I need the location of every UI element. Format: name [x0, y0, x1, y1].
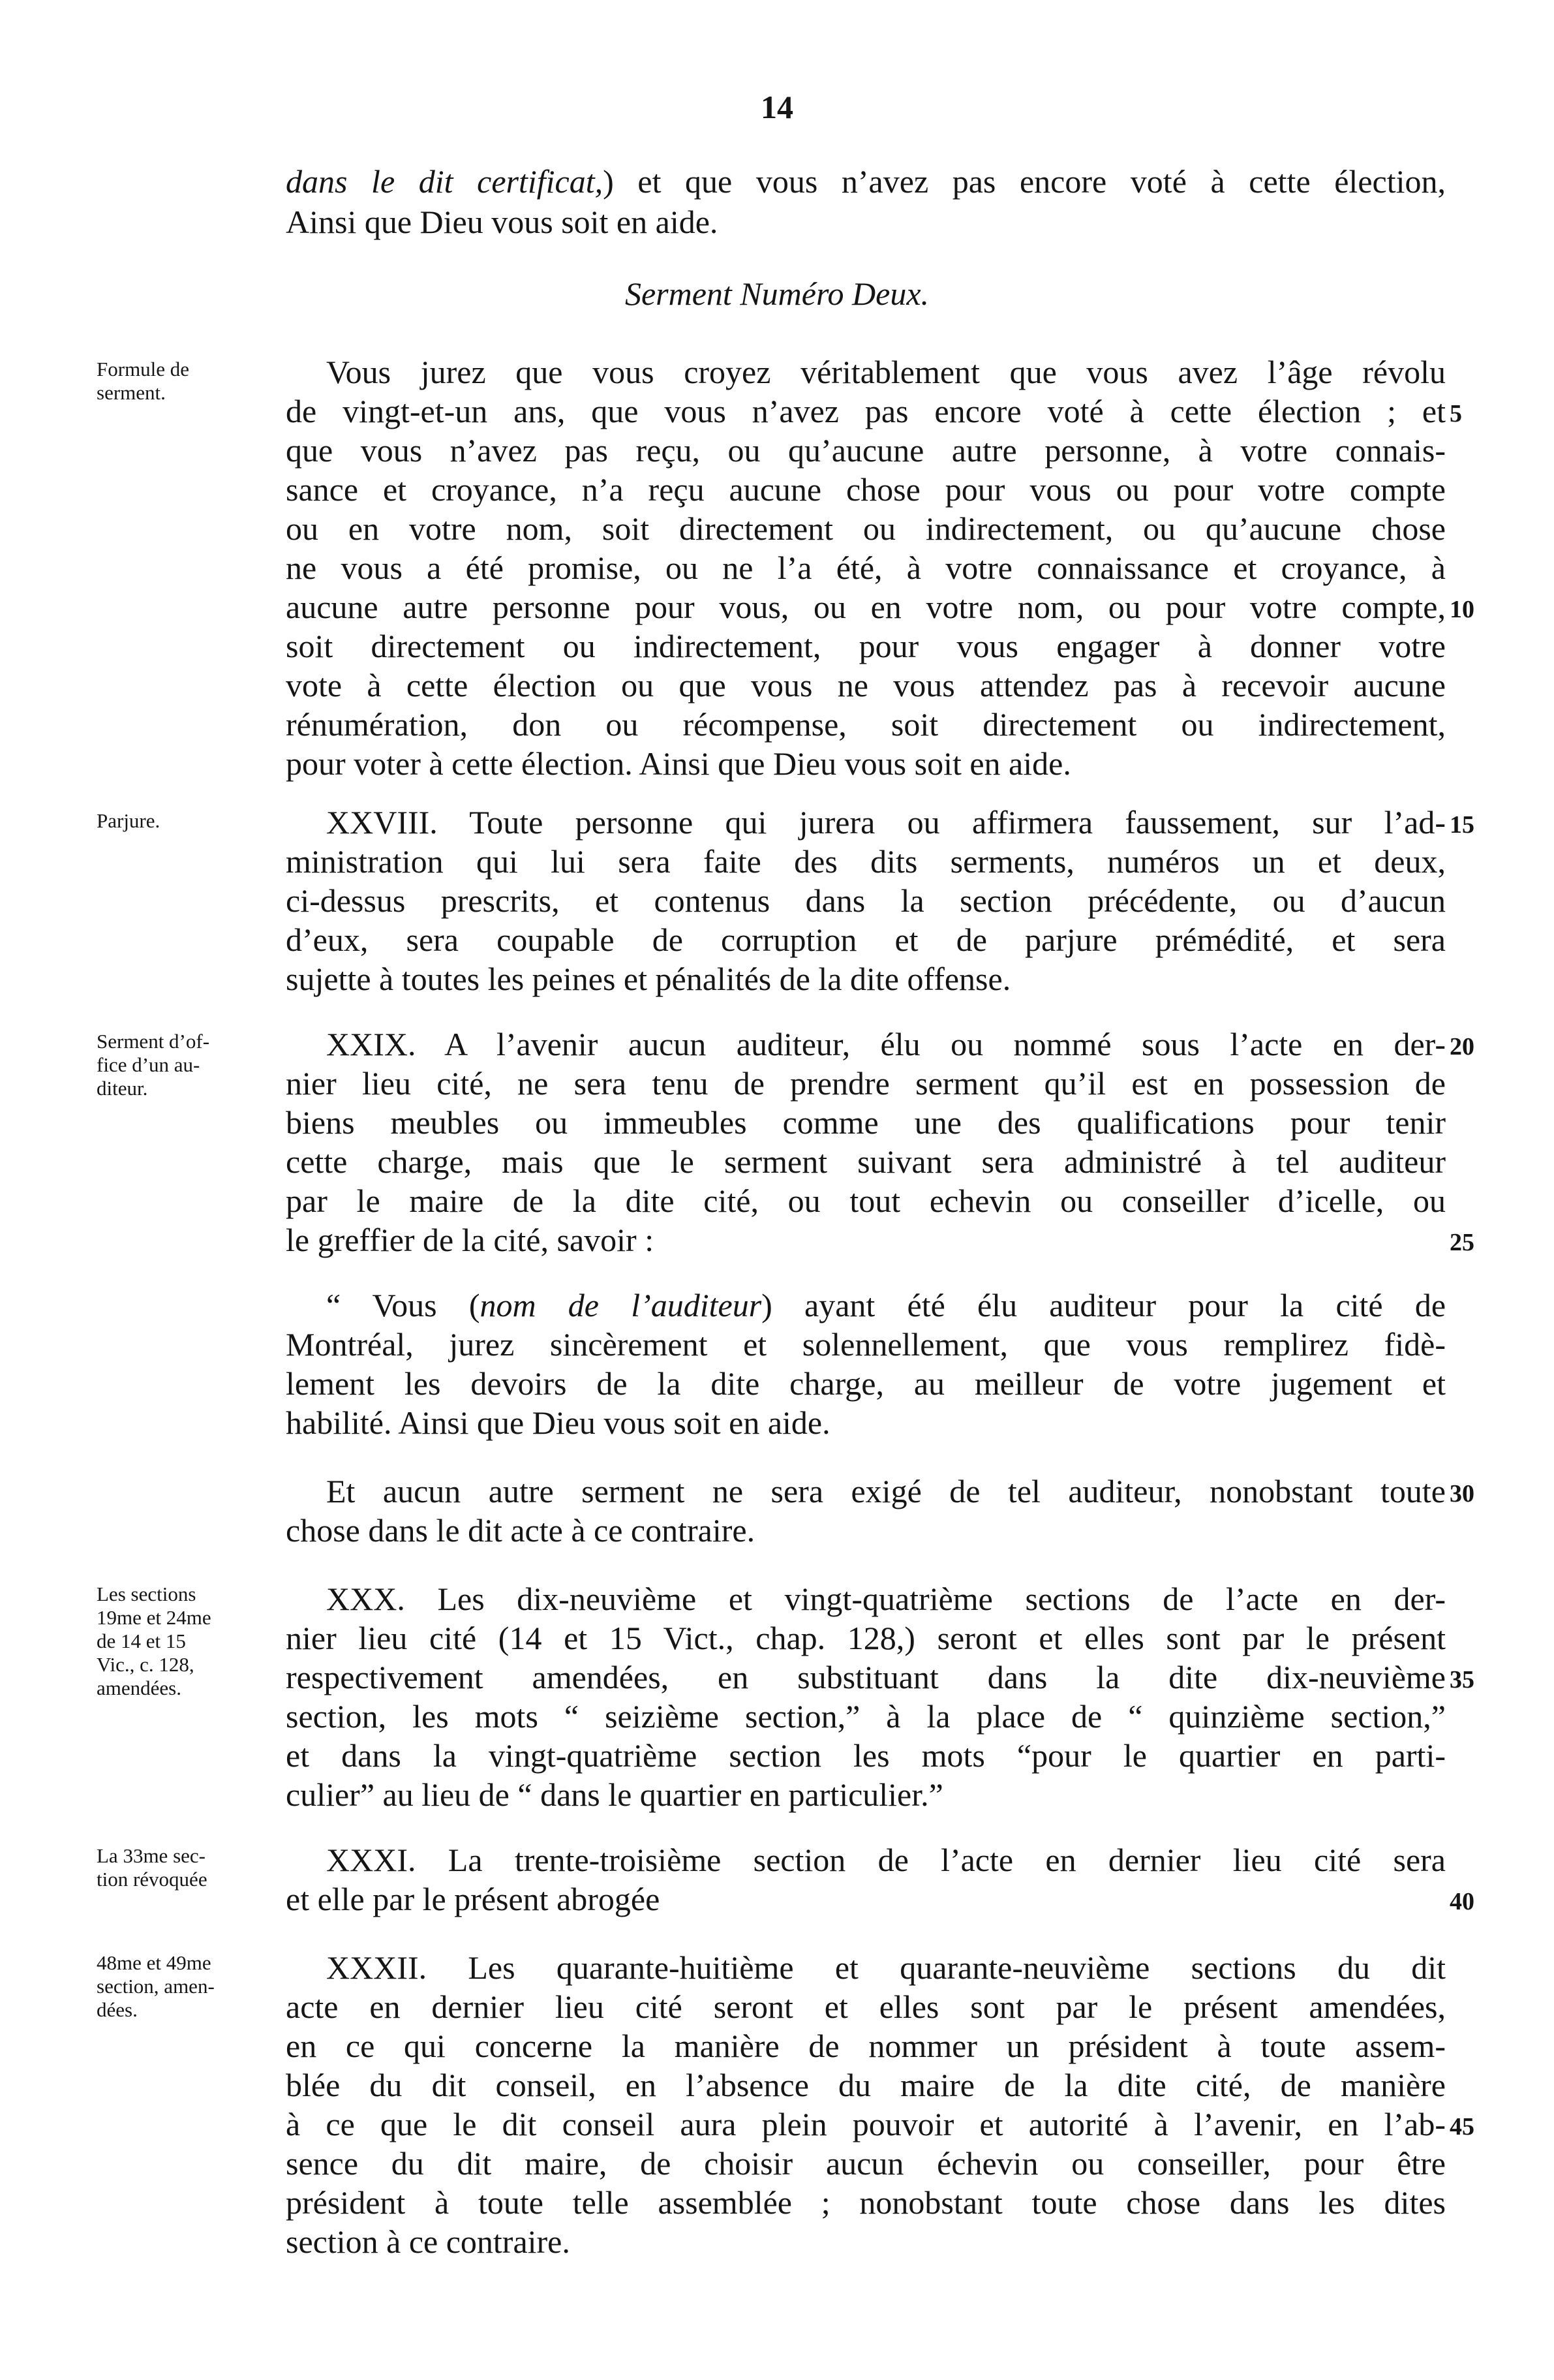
text-line	[286, 162, 1446, 201]
margin-note	[97, 809, 286, 833]
text-line: le greffier de la cité, savoir :	[286, 1222, 654, 1258]
text-line: rénumération, don ou récompense, soit directement ou indirectement,	[286, 706, 1446, 743]
text-line: sance et croyance, n’a reçu aucune chose pour vous ou pour votre compte	[286, 471, 1446, 508]
line-number: 30	[1450, 1480, 1474, 1507]
line-number: 25	[1450, 1229, 1474, 1256]
margin-note	[97, 1951, 286, 2022]
text-span: ) ayant été élu auditeur pour la cité de	[761, 1287, 1446, 1323]
margin-note	[97, 1844, 286, 1891]
page-number: 14	[761, 89, 793, 125]
text-line: en ce qui concerne la manière de nommer un président à toute assem-	[286, 2028, 1446, 2064]
margin-note-line: Les sections	[97, 1583, 196, 1605]
margin-note-line: 48me et 49me	[97, 1951, 211, 1974]
text-line: habilité. Ainsi que Dieu vous soit en aide.	[286, 1404, 830, 1441]
line-number: 20	[1450, 1033, 1474, 1060]
margin-note-line: fice d’un au-	[97, 1053, 200, 1076]
text-line: et dans la vingt-quatrième section les mots “pour le quartier en parti-	[286, 1737, 1446, 1774]
text-line: culier” au lieu de “ dans le quartier en particulier.”	[286, 1776, 943, 1813]
text-line: acte en dernier lieu cité seront et elles sont par le présent amendées,	[286, 1988, 1446, 2025]
line-number: 45	[1450, 2113, 1474, 2140]
text-line: XXIX. A l’avenir aucun auditeur, élu ou nommé sous l’acte en der-	[326, 1026, 1446, 1062]
text-line: président à toute telle assemblée ; nonobstant toute chose dans les dites	[286, 2184, 1446, 2221]
text-line: XXXI. La trente-troisième section de l’acte en dernier lieu cité sera	[326, 1842, 1446, 1878]
text-line: soit directement ou indirectement, pour vous engager à donner votre	[286, 628, 1446, 664]
margin-note-line: amendées.	[97, 1677, 181, 1699]
margin-note	[97, 1583, 286, 1700]
text-line: Ainsi que Dieu vous soit en aide.	[286, 204, 718, 240]
line-number: 35	[1450, 1666, 1474, 1693]
text-line: lement les devoirs de la dite charge, au meilleur de votre jugement et	[286, 1365, 1446, 1402]
margin-note-line: 19me et 24me	[97, 1606, 211, 1629]
margin-note-line: serment.	[97, 381, 166, 404]
section-heading: Serment Numéro Deux.	[624, 275, 930, 312]
text-line: ministration qui lui sera faite des dits serments, numéros un et deux,	[286, 843, 1446, 880]
margin-note-line: section, amen-	[97, 1975, 215, 1998]
line-number: 10	[1450, 596, 1474, 623]
text-line: d’eux, sera coupable de corruption et de parjure prémédité, et sera	[286, 921, 1446, 958]
text-line: que vous n’avez pas reçu, ou qu’aucune autre personne, à votre connais-	[286, 432, 1446, 469]
line-number: 15	[1450, 811, 1474, 839]
text-line: blée du dit conseil, en l’absence du maire de la dite cité, de manière	[286, 2067, 1446, 2103]
text-line: Et aucun autre serment ne sera exigé de tel auditeur, nonobstant toute	[326, 1473, 1446, 1509]
text-line: XXVIII. Toute personne qui jurera ou affirmera faussement, sur l’ad-	[326, 804, 1446, 841]
text-line: chose dans le dit acte à ce contraire.	[286, 1512, 755, 1549]
text-line: sujette à toutes les peines et pénalités de la dite offense.	[286, 961, 1011, 997]
text-line: respectivement amendées, en substituant dans la dite dix-neuvième	[286, 1659, 1446, 1695]
text-line: pour voter à cette élection. Ainsi que Dieu vous soit en aide.	[286, 745, 1071, 782]
text-line: cette charge, mais que le serment suivant sera administré à tel auditeur	[286, 1143, 1446, 1180]
margin-note-line: Serment d’of-	[97, 1030, 210, 1053]
text-line: Montréal, jurez sincèrement et solennellement, que vous remplirez fidè-	[286, 1326, 1446, 1363]
text-line: section à ce contraire.	[286, 2223, 570, 2260]
margin-note	[97, 358, 286, 405]
text-line: de vingt-et-un ans, que vous n’avez pas encore voté à cette élection ; et	[286, 393, 1446, 429]
text-line: à ce que le dit conseil aura plein pouvoir et autorité à l’avenir, en l’ab-	[286, 2106, 1446, 2142]
line-number: 40	[1450, 1888, 1474, 1915]
margin-note	[97, 1030, 286, 1100]
text-line: Vous jurez que vous croyez véritablement que vous avez l’âge révolu	[326, 354, 1446, 390]
margin-note-line: Parjure.	[97, 809, 160, 832]
text-line: sence du dit maire, de choisir aucun échevin ou conseiller, pour être	[286, 2145, 1446, 2182]
line-number: 5	[1450, 400, 1462, 427]
text-line: et elle par le présent abrogée	[286, 1881, 660, 1917]
text-line: biens meubles ou immeubles comme une des qualifications pour tenir	[286, 1104, 1446, 1141]
text-line: par le maire de la dite cité, ou tout echevin ou conseiller d’icelle, ou	[286, 1182, 1446, 1219]
margin-note-line: dées.	[97, 1998, 138, 2021]
text-line: ne vous a été promise, ou ne l’a été, à votre connaissance et croyance, à	[286, 549, 1446, 586]
text-line: ou en votre nom, soit directement ou indirectement, ou qu’aucune chose	[286, 510, 1446, 547]
margin-note-line: Vic., c. 128,	[97, 1653, 194, 1676]
text-line: XXXII. Les quarante-huitième et quarante-neuvième sections du dit	[326, 1949, 1446, 1986]
text-line: XXX. Les dix-neuvième et vingt-quatrième sections de l’acte en der-	[326, 1581, 1446, 1617]
margin-note-line: diteur.	[97, 1077, 148, 1100]
text-span: “ Vous (	[326, 1287, 480, 1323]
text-line	[326, 1286, 1446, 1325]
margin-note-line: La 33me sec-	[97, 1844, 206, 1867]
text-line: aucune autre personne pour vous, ou en votre nom, ou pour votre compte,	[286, 589, 1446, 625]
margin-note-line: Formule de	[97, 358, 190, 380]
text-line: nier lieu cité (14 et 15 Vict., chap. 128,) seront et elles sont par le présent	[286, 1620, 1446, 1656]
margin-note-line: de 14 et 15	[97, 1630, 186, 1652]
text-span: ) et que vous n’avez pas encore voté à cette élection,	[603, 163, 1446, 200]
italic-phrase: nom de l’auditeur	[480, 1287, 762, 1323]
margin-note-line: tion révoquée	[97, 1868, 207, 1891]
text-line: vote à cette élection ou que vous ne vous attendez pas à recevoir aucune	[286, 667, 1446, 703]
italic-phrase: dans le dit certificat,	[286, 163, 603, 200]
text-line: section, les mots “ seizième section,” à la place de “ quinzième section,”	[286, 1698, 1446, 1735]
text-line: ci-dessus prescrits, et contenus dans la section précédente, ou d’aucun	[286, 882, 1446, 919]
text-line: nier lieu cité, ne sera tenu de prendre serment qu’il est en possession de	[286, 1065, 1446, 1102]
